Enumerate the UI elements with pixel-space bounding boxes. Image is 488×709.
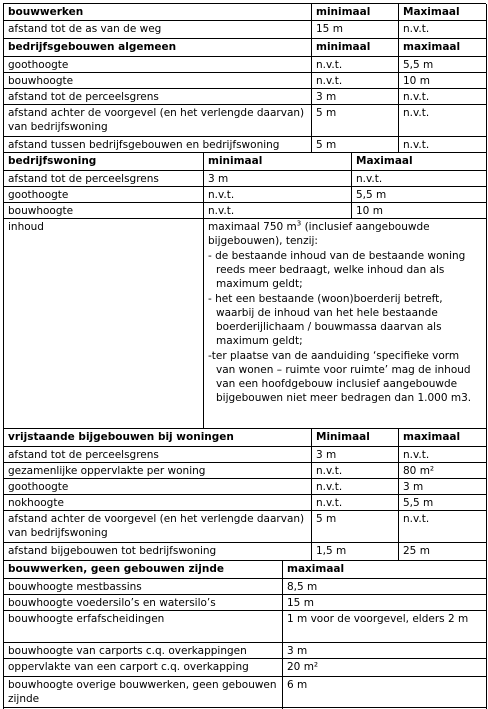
- inhoud-list-item: - het een bestaande (woon)boerderij betreft, waarbij de inhoud van het hele bestaande boerderijlichaam / bouwmassa daarvan als maximum geldt;: [208, 293, 443, 347]
- label-cell: [3, 579, 282, 595]
- cell-text: bouwhoogte voedersilo’s en watersilo’s: [8, 597, 216, 609]
- cell-text: n.v.t.: [208, 205, 235, 217]
- header-text: Maximaal: [356, 155, 413, 167]
- min-value-cell: [311, 57, 398, 73]
- cell-text: n.v.t.: [316, 75, 343, 87]
- cell-text: afstand bijgebouwen tot bedrijfswoning: [8, 545, 217, 557]
- cell-text: 5 m: [316, 107, 337, 119]
- min-value-cell: [311, 511, 398, 543]
- cell-text: 80 m²: [403, 465, 435, 477]
- label-cell: [3, 495, 311, 511]
- cell-text: n.v.t.: [403, 107, 430, 119]
- max-value-cell: [398, 495, 487, 511]
- min-value-cell: [203, 203, 351, 219]
- header-text: Minimaal: [316, 431, 370, 443]
- header-cell: [3, 561, 282, 579]
- cell-text: 3 m: [316, 449, 337, 461]
- inhoud-label: inhoud: [8, 221, 44, 233]
- header-cell: [3, 153, 203, 171]
- table-row: [3, 610, 486, 643]
- min-value-cell: [311, 89, 398, 105]
- cell-text: nokhoogte: [8, 497, 64, 509]
- cell-text: 3 m: [208, 173, 229, 185]
- cell-text: 3 m: [316, 91, 337, 103]
- cell-text: 5,5 m: [403, 59, 434, 71]
- table-row: [3, 20, 486, 39]
- label-cell: [3, 643, 282, 659]
- header-cell: [351, 153, 487, 171]
- min-value-cell: [282, 659, 487, 677]
- label-cell: [3, 137, 311, 153]
- cell-text: gezamenlijke oppervlakte per woning: [8, 465, 206, 477]
- cell-text: bouwhoogte erfafscheidingen: [8, 613, 165, 625]
- max-value-cell: [398, 73, 487, 89]
- table-row: [3, 446, 486, 463]
- cell-text: afstand achter de voorgevel (en het verlengde daarvan) van bedrijfswoning: [8, 107, 305, 133]
- min-value-cell: [311, 463, 398, 479]
- cell-text: 3 m: [403, 481, 424, 493]
- cell-text: oppervlakte van een carport c.q. overkapping: [8, 661, 249, 673]
- header-text: bedrijfsgebouwen algemeen: [8, 41, 177, 53]
- max-value-cell: [398, 479, 487, 495]
- inhoud-intro: [204, 219, 486, 248]
- min-value-cell: [311, 495, 398, 511]
- cell-text: bouwhoogte: [8, 205, 74, 217]
- table-row: [3, 658, 486, 677]
- min-value-cell: [311, 137, 398, 153]
- table-row: [3, 594, 486, 611]
- header-text: maximaal: [287, 563, 345, 575]
- min-value-cell: [311, 479, 398, 495]
- table-row: [3, 478, 486, 495]
- cell-text: bouwhoogte van carports c.q. overkappingen: [8, 645, 247, 657]
- table-row: [3, 136, 486, 153]
- header-cell: [3, 39, 311, 57]
- cell-text: afstand tussen bedrijfsgebouwen en bedrijfswoning: [8, 139, 280, 151]
- min-value-cell: [203, 171, 351, 187]
- cell-text: n.v.t.: [403, 513, 430, 525]
- header-cell: [3, 429, 311, 447]
- cell-text: bouwhoogte mestbassins: [8, 581, 142, 593]
- max-value-cell: [351, 171, 487, 187]
- cell-text: afstand achter de voorgevel (en het verlengde daarvan) van bedrijfswoning: [8, 513, 305, 539]
- min-value-cell: [311, 73, 398, 89]
- cell-text: 1,5 m: [316, 545, 347, 557]
- section-header-row: [3, 3, 486, 21]
- cell-text: 15 m: [287, 597, 314, 609]
- label-cell: [3, 105, 311, 137]
- max-value-cell: [398, 447, 487, 463]
- header-text: maximaal: [403, 41, 461, 53]
- max-value-cell: [351, 203, 487, 219]
- cell-text: afstand tot de perceelsgrens: [8, 91, 159, 103]
- cell-text: n.v.t.: [356, 173, 383, 185]
- cell-text: n.v.t.: [316, 497, 343, 509]
- header-cell: [311, 429, 398, 447]
- table-row: [3, 186, 486, 203]
- cell-text: 3 m: [287, 645, 308, 657]
- max-value-cell: [398, 89, 487, 105]
- table-row: [3, 494, 486, 511]
- cell-text: 5 m: [316, 513, 337, 525]
- min-value-cell: [282, 677, 487, 709]
- cell-text: 25 m: [403, 545, 430, 557]
- inhoud-row: [3, 218, 486, 429]
- header-cell: [282, 561, 487, 579]
- table-row: [3, 202, 486, 219]
- table-row: [3, 462, 486, 479]
- cell-text: afstand tot de perceelsgrens: [8, 173, 159, 185]
- min-value-cell: [282, 579, 487, 595]
- inhoud-value-cell: [203, 219, 487, 429]
- max-value-cell: [398, 57, 487, 73]
- header-text: vrijstaande bijgebouwen bij woningen: [8, 431, 234, 443]
- label-cell: [3, 89, 311, 105]
- label-cell: [3, 595, 282, 611]
- max-value-cell: [398, 137, 487, 153]
- label-cell: [3, 21, 311, 39]
- cell-text: n.v.t.: [403, 449, 430, 461]
- table-row: [3, 578, 486, 595]
- cell-text: 5,5 m: [356, 189, 387, 201]
- table-row: [3, 170, 486, 187]
- label-cell: [3, 463, 311, 479]
- header-cell: [203, 153, 351, 171]
- cell-text: bouwhoogte: [8, 75, 74, 87]
- header-text: minimaal: [316, 41, 371, 53]
- max-value-cell: [351, 187, 487, 203]
- cell-text: 5 m: [316, 139, 337, 151]
- label-cell: [3, 219, 203, 429]
- label-cell: [3, 479, 311, 495]
- max-value-cell: [398, 543, 487, 561]
- section-header-row: [3, 560, 486, 579]
- inhoud-intro-text: maximaal 750 m: [208, 221, 297, 233]
- table-row: [3, 676, 486, 709]
- cell-text: 1 m voor de voorgevel, elders 2 m: [287, 613, 469, 625]
- cell-text: 8,5 m: [287, 581, 318, 593]
- header-cell: [398, 429, 487, 447]
- cell-text: 15 m: [316, 23, 343, 35]
- min-value-cell: [282, 643, 487, 659]
- cell-text: 10 m: [403, 75, 430, 87]
- cell-text: 20 m²: [287, 661, 319, 673]
- min-value-cell: [311, 543, 398, 561]
- header-text: maximaal: [403, 431, 461, 443]
- table-row: [3, 542, 486, 561]
- inhoud-intro-text: (inclusief aangebouwde bijgebouwen), tenzij:: [208, 221, 430, 247]
- cell-text: n.v.t.: [316, 465, 343, 477]
- cell-text: afstand tot de perceelsgrens: [8, 449, 159, 461]
- cell-text: 5,5 m: [403, 497, 434, 509]
- cell-text: bouwhoogte overige bouwwerken, geen gebouwen zijnde: [8, 679, 277, 705]
- inhoud-list-item: -ter plaatse van de aanduiding ‘specifieke vorm van wonen – ruimte voor ruimte’ mag de inhoud van een hoofdgebouw inclusief aangebouwde bijgebouwen niet meer bedragen dan 1.000 m3.: [208, 350, 472, 404]
- min-value-cell: [203, 187, 351, 203]
- section-header-row: [3, 38, 486, 57]
- cell-text: n.v.t.: [403, 91, 430, 103]
- cell-text: afstand tot de as van de weg: [8, 23, 162, 35]
- min-value-cell: [311, 21, 398, 39]
- header-cell: [398, 4, 487, 21]
- table-row: [3, 88, 486, 105]
- table-row: [3, 104, 486, 137]
- max-value-cell: [398, 105, 487, 137]
- label-cell: [3, 187, 203, 203]
- max-value-cell: [398, 511, 487, 543]
- label-cell: [3, 171, 203, 187]
- cell-text: n.v.t.: [403, 139, 430, 151]
- table-row: [3, 56, 486, 73]
- cell-text: n.v.t.: [403, 23, 430, 35]
- section-header-row: [3, 152, 486, 171]
- header-text: bouwwerken: [8, 6, 84, 18]
- label-cell: [3, 611, 282, 643]
- min-value-cell: [311, 447, 398, 463]
- header-text: bouwwerken, geen gebouwen zijnde: [8, 563, 224, 575]
- table-row: [3, 510, 486, 543]
- header-text: minimaal: [208, 155, 263, 167]
- cubic-superscript: 3: [296, 219, 302, 228]
- min-value-cell: [282, 595, 487, 611]
- cell-text: 10 m: [356, 205, 383, 217]
- inhoud-list-item: - de bestaande inhoud van de bestaande woning reeds meer bedraagt, welke inhoud dan als maximum geldt;: [208, 250, 466, 290]
- max-value-cell: [398, 463, 487, 479]
- table-row: [3, 72, 486, 89]
- label-cell: [3, 659, 282, 677]
- cell-text: n.v.t.: [316, 481, 343, 493]
- table-row: [3, 642, 486, 659]
- cell-text: n.v.t.: [316, 59, 343, 71]
- label-cell: [3, 511, 311, 543]
- header-text: minimaal: [316, 6, 371, 18]
- cell-text: goothoogte: [8, 189, 69, 201]
- label-cell: [3, 543, 311, 561]
- cell-text: 6 m: [287, 679, 308, 691]
- label-cell: [3, 677, 282, 709]
- cell-text: goothoogte: [8, 59, 69, 71]
- label-cell: [3, 203, 203, 219]
- header-cell: [3, 4, 311, 21]
- label-cell: [3, 73, 311, 89]
- header-cell: [311, 39, 398, 57]
- min-value-cell: [282, 611, 487, 643]
- header-text: Maximaal: [403, 6, 460, 18]
- max-value-cell: [398, 21, 487, 39]
- header-cell: [311, 4, 398, 21]
- cell-text: goothoogte: [8, 481, 69, 493]
- section-header-row: [3, 428, 486, 447]
- label-cell: [3, 57, 311, 73]
- header-text: bedrijfswoning: [8, 155, 97, 167]
- min-value-cell: [311, 105, 398, 137]
- header-cell: [398, 39, 487, 57]
- label-cell: [3, 447, 311, 463]
- cell-text: n.v.t.: [208, 189, 235, 201]
